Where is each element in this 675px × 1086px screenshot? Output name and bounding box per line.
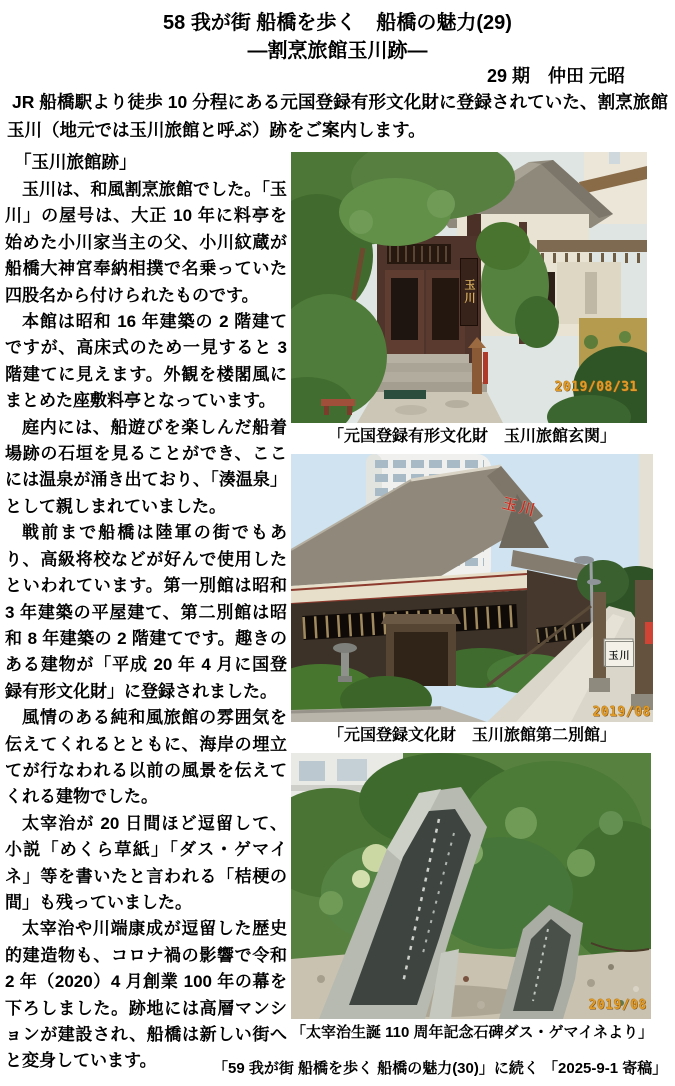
paragraph: 戦前まで船橋は陸軍の街でもあり、高級将校などが好んで使用したといわれています。第一別館は昭和 3 年建築の平屋建て、第二別館は昭和 8 年建築の 2 階建てです。趣きのある建物が「平成 20 年 4 月に国登録有形文化財」に登録されました。 [5,523,287,701]
monument-photo-illustration [291,753,651,1019]
photo-second-annex [291,454,653,722]
annex-photo-illustration [291,454,653,722]
photo-tamagawa-entrance [291,152,647,423]
photo-timestamp: 2019/08/31 [554,380,638,395]
paragraph: 庭内には、船遊びを楽しんだ船着場跡の石垣を見ることができ、ここには温泉が涌き出ており、「湊温泉」として親しまれていました。 [5,417,287,516]
photo-timestamp: 2019/08 [588,998,647,1013]
article-left-column [5,149,287,1075]
photo-timestamp: 2019/08 [592,705,651,720]
footer-continuation: 「59 我が街 船橋を歩く 船橋の魅力(30)」に続く 「2025-9-1 寄稿」 [213,1060,668,1077]
photo-dazai-monument [291,753,651,1019]
annex-roof-sign: 玉川 [500,494,540,521]
figure-entrance [291,152,656,448]
intro-paragraph: JR 船橋駅より徒歩 10 分程にある元国登録有形文化財に登録されていた、割烹旅館玉川（地元では玉川旅館と呼ぶ）跡をご案内します。 [7,92,668,140]
annex-gate-sign: 玉川 [605,641,634,667]
photo-column [291,152,656,1050]
figure-second-annex [291,454,656,747]
article-title: 58 我が街 船橋を歩く 船橋の魅力(29) [163,12,512,34]
photo-caption: 「元国登録文化財 玉川旅館第二別館」 [327,727,616,744]
article-subtitle: ―割烹旅館玉川跡― [247,40,428,62]
paragraph: 本館は昭和 16 年建築の 2 階建てですが、高床式のため一見すると 3 階建てに見えます。外観を楼閣風にまとめた座敷料亭となっています。 [5,312,287,411]
paragraph: 風情のある純和風旅館の雰囲気を伝えてくれるとともに、海岸の埋立てが行なわれる以前の風景を伝えてくれる建物でした。 [5,708,287,807]
photo-caption: 「太宰治生誕 110 周年記念石碑ダス・ゲマイネより」 [291,1024,654,1041]
photo-caption: 「元国登録有形文化財 玉川旅館玄関」 [327,428,616,445]
paragraph: 太宰治や川端康成が逗留した歴史的建造物も、コロナ禍の影響で令和 2 年（2020）4 月創業 100 年の幕を下ろしました。跡地には高層マンションが建設され、船橋は新しい街へと変身しています。 [5,919,287,1071]
section-heading: 「玉川旅館跡」 [14,152,137,172]
paragraph: 玉川は、和風割烹旅館でした。「玉川」の屋号は、大正 10 年に料亭を始めた小川家当主の父、小川紋蔵が船橋大神宮奉納相撲で名乗っていた四股名から付けられたものです。 [5,180,287,305]
figure-dazai-monument [291,753,656,1044]
entrance-name-plaque: 玉川 [460,258,478,326]
author-byline: 29 期 仲田 元昭 [486,66,625,86]
paragraph: 太宰治が 20 日間ほど逗留して、小説「めくら草紙」「ダス・ゲマイネ」等を書いたと言われる「桔梗の間」も残っていました。 [5,813,287,912]
